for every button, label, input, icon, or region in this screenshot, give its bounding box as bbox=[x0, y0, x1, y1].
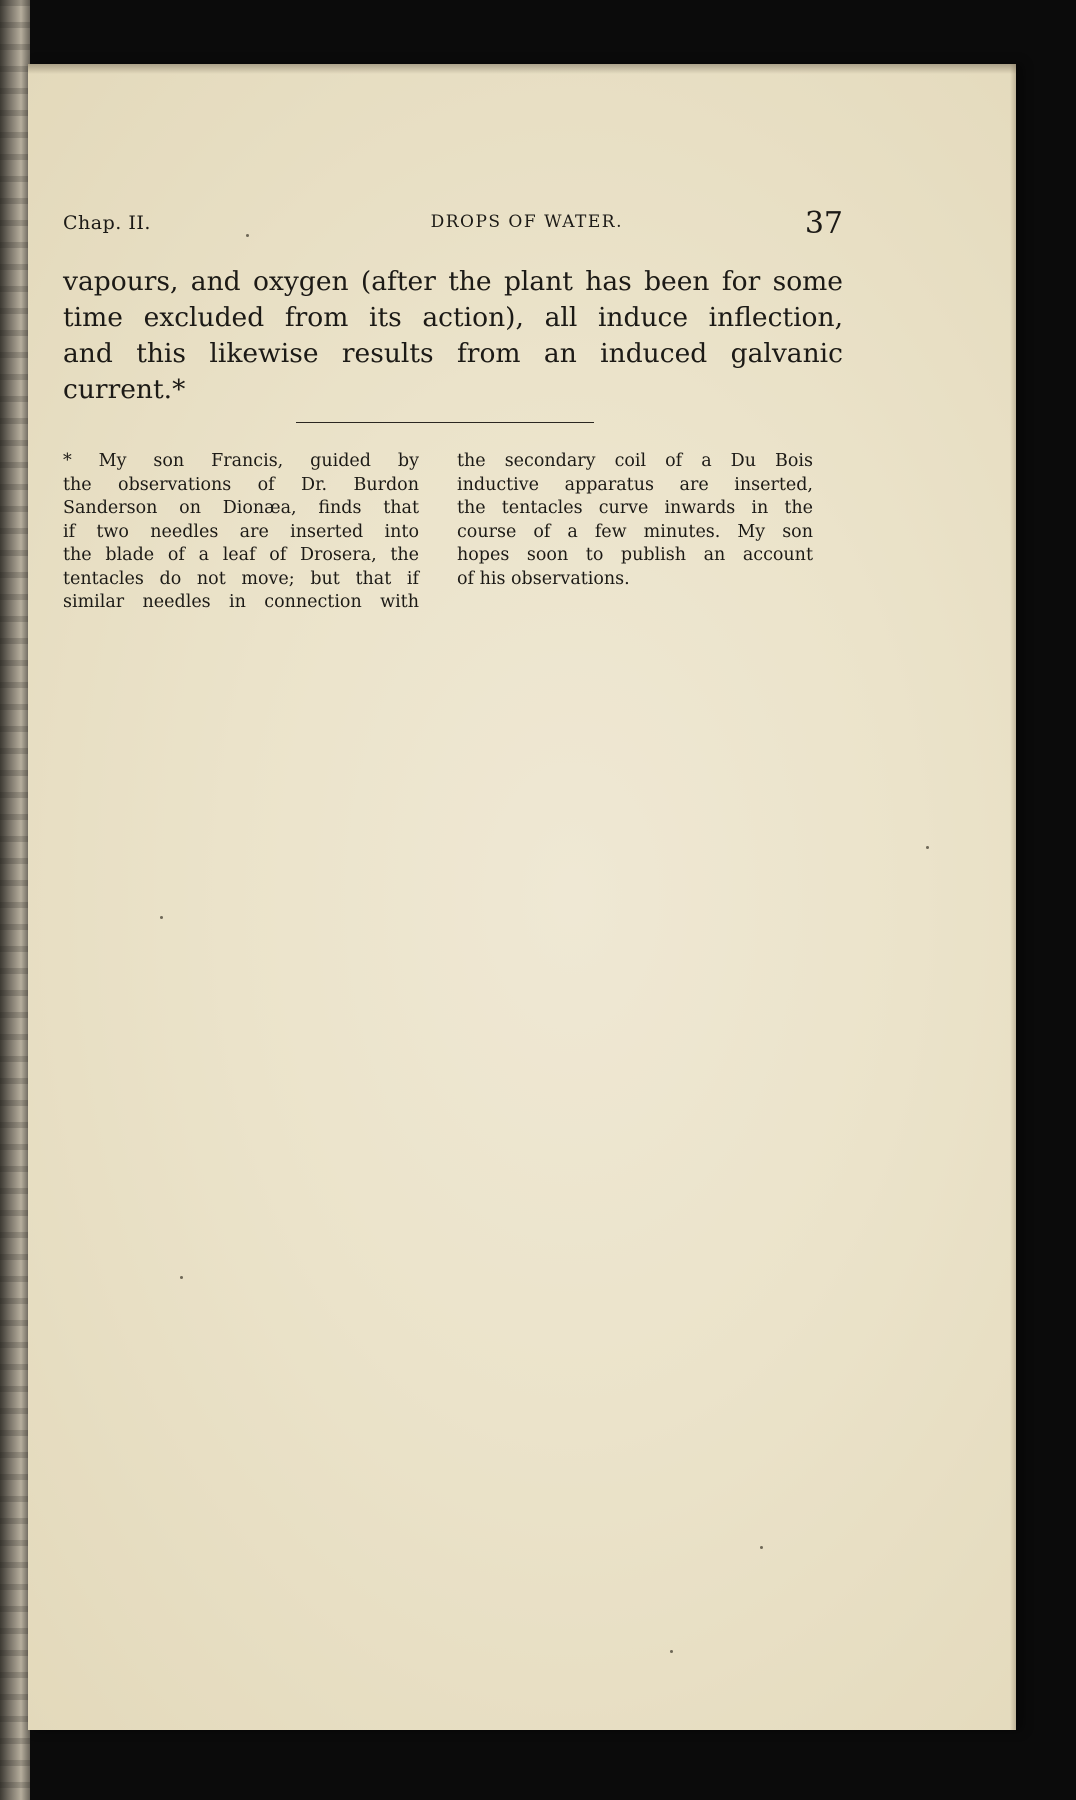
footnote-line: * My son Francis, guided by bbox=[63, 451, 419, 471]
running-title: DROPS OF WATER. bbox=[430, 212, 623, 232]
body-paragraph bbox=[63, 264, 843, 408]
paper-speck bbox=[246, 234, 249, 237]
body-line: and this likewise results from an induced galvanic bbox=[63, 338, 843, 369]
footnote-line: Sanderson on Dionæa, finds that bbox=[63, 498, 419, 518]
footnote-line: similar needles in connection with bbox=[63, 592, 419, 612]
footnote-rule bbox=[296, 422, 594, 423]
footnote-line: course of a few minutes. My son bbox=[457, 521, 813, 542]
page-number: 37 bbox=[804, 206, 843, 241]
footnote-line: the blade of a leaf of Drosera, the bbox=[63, 545, 419, 565]
footnote-line: the tentacles curve inwards in the bbox=[457, 498, 813, 518]
body-line: current.* bbox=[63, 374, 186, 405]
body-line: time excluded from its action), all induce inflection, bbox=[63, 302, 843, 333]
paper-speck bbox=[670, 1650, 673, 1653]
footnote-line: if two needles are inserted into bbox=[63, 521, 419, 542]
footnote-left-column bbox=[63, 450, 419, 615]
paper-speck bbox=[160, 916, 163, 919]
paper-speck bbox=[180, 1276, 183, 1279]
footnote-line: hopes soon to publish an account bbox=[457, 545, 813, 565]
footnote-line: the observations of Dr. Burdon bbox=[63, 474, 419, 495]
paper-speck bbox=[926, 846, 929, 849]
page-top-edge bbox=[28, 64, 1016, 74]
footnote-line: the secondary coil of a Du Bois bbox=[457, 451, 813, 471]
page-right-edge bbox=[1010, 64, 1016, 1730]
running-head bbox=[63, 206, 843, 242]
footnote-line: tentacles do not move; but that if bbox=[63, 568, 419, 589]
facing-page-edge bbox=[0, 0, 30, 1800]
footnote-line: of his observations. bbox=[457, 568, 630, 589]
footnote-right-column bbox=[457, 450, 813, 591]
page bbox=[28, 64, 1016, 1730]
chapter-label: Chap. II. bbox=[63, 212, 151, 234]
paper-speck bbox=[760, 1546, 763, 1549]
body-line: vapours, and oxygen (after the plant has been for some bbox=[63, 266, 843, 297]
footnote-line: inductive apparatus are inserted, bbox=[457, 474, 813, 495]
